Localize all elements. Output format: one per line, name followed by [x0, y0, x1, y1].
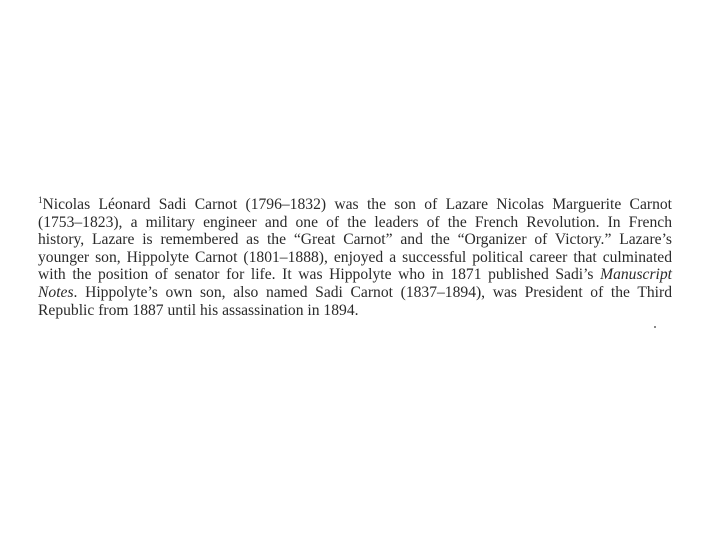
footnote-marker: 1	[38, 195, 43, 205]
footnote-paragraph	[38, 196, 672, 319]
footnote-text: . Hippolyte’s own son, also named Sadi Carnot (1837–1894), was President of the Third	[73, 283, 672, 301]
footnote-line-5	[38, 266, 672, 284]
footnote-line-1	[38, 196, 672, 214]
book-title-italic: Notes	[38, 283, 74, 301]
footnote-line-4	[38, 249, 672, 267]
footnote-text: history, Lazare is remembered as the “Great Carnot” and the “Organizer of Victory.” Lazare’s	[38, 231, 672, 249]
footnote-text: (1753–1823), a military engineer and one of the leaders of the French Revolution. In French	[38, 213, 672, 231]
book-title-italic: Manuscript	[600, 266, 672, 284]
footnote-line-2	[38, 214, 672, 232]
footnote-text: with the position of senator for life. It was Hippolyte who in 1871 published Sadi’s	[38, 266, 601, 284]
scan-speck	[654, 326, 656, 328]
footnote-line-6	[38, 284, 672, 302]
footnote-line-3	[38, 231, 672, 249]
footnote-line-7	[38, 302, 672, 320]
footnote-text: younger son, Hippolyte Carnot (1801–1888), enjoyed a successful political career that culminated	[38, 248, 672, 266]
footnote-text: Nicolas Léonard Sadi Carnot (1796–1832) was the son of Lazare Nicolas Marguerite Carnot	[42, 196, 672, 213]
footnote-text: Republic from 1887 until his assassination in 1894.	[38, 301, 359, 319]
